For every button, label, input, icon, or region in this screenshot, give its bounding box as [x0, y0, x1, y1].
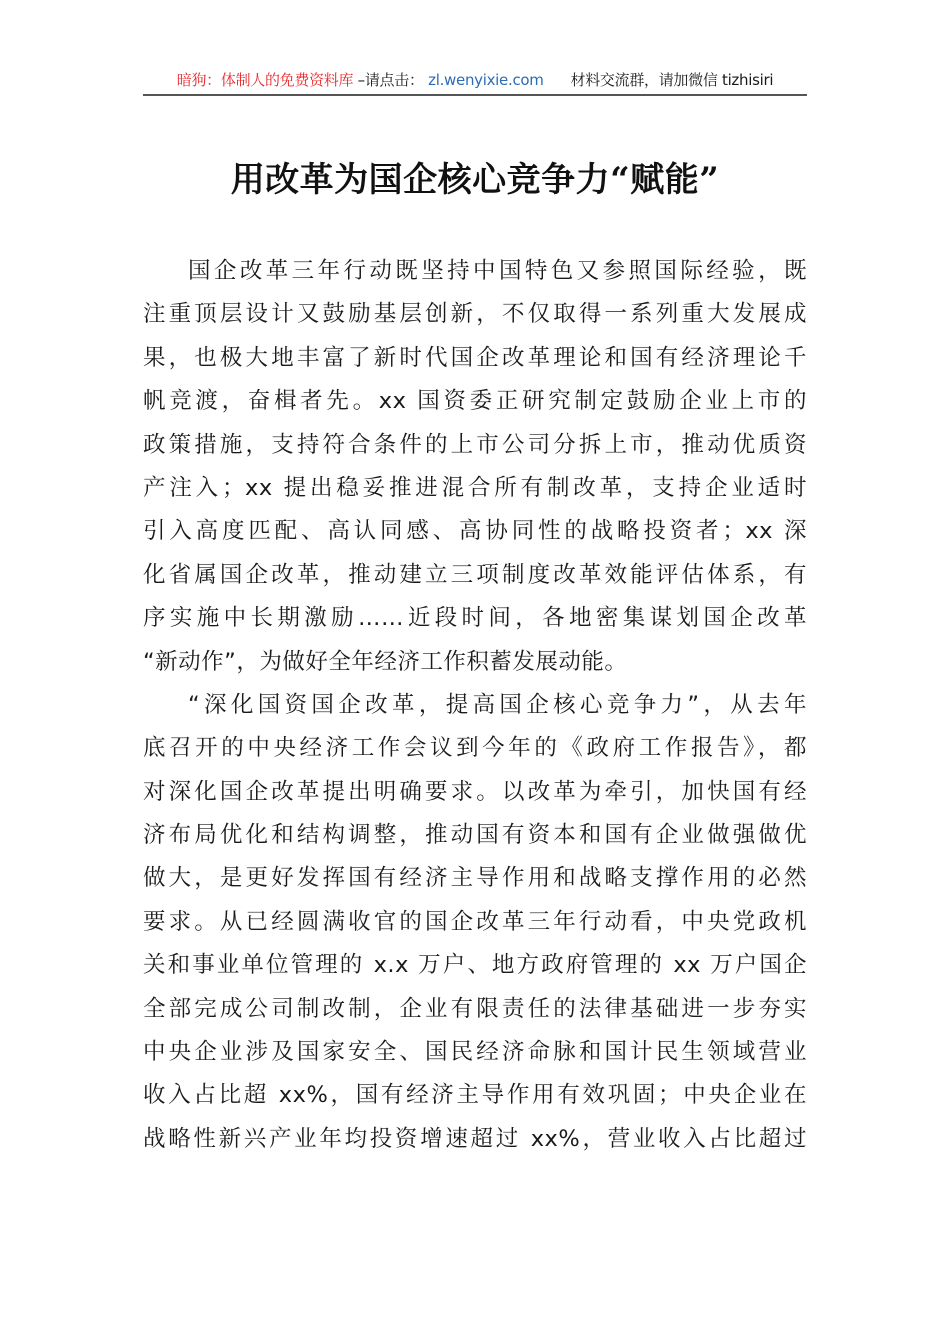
text-line: 引入高度匹配、高认同感、高协同性的战略投资者；xx 深 [143, 518, 807, 545]
text-line: 收入占比超 xx%，国有经济主导作用有效巩固；中央企业在 [143, 1082, 807, 1109]
text-line: 帆竞渡，奋楫者先。xx 国资委正研究制定鼓励企业上市的 [143, 388, 807, 415]
document-body [143, 250, 807, 1161]
text-line: 注重顶层设计又鼓励基层创新，不仅取得一系列重大发展成 [143, 301, 807, 328]
text-line: 济布局优化和结构调整，推动国有资本和国有企业做强做优 [143, 822, 807, 849]
paragraph-1 [143, 250, 807, 684]
text-line: 底召开的中央经济工作会议到今年的《政府工作报告》，都 [143, 735, 807, 762]
site-url-link[interactable]: zl.wenyixie.com [428, 71, 544, 89]
text-line: 关和事业单位管理的 x.x 万户、地方政府管理的 xx 万户国企 [143, 952, 807, 979]
text-line: 政策措施，支持符合条件的上市公司分拆上市，推动优质资 [143, 431, 807, 458]
text-line: “深化国资国企改革，提高国企核心竞争力”，从去年 [188, 691, 807, 718]
paragraph-2 [143, 684, 807, 1161]
text-line: 战略性新兴产业年均投资增速超过 xx%，营业收入占比超过 [143, 1125, 807, 1152]
site-name: 暗狗：体制人的免费资料库 [176, 71, 354, 89]
text-line: 做大，是更好发挥国有经济主导作用和战略支撑作用的必然 [143, 865, 807, 892]
document-title: 用改革为国企核心竞争力“赋能” [230, 160, 720, 200]
text-line: 中央企业涉及国家安全、国民经济命脉和国计民生领域营业 [143, 1039, 807, 1066]
click-prompt: –请点击： [357, 71, 424, 89]
text-line: 对深化国企改革提出明确要求。以改革为牵引，加快国有经 [143, 778, 807, 805]
text-line: 序实施中长期激励……近段时间，各地密集谋划国企改革 [143, 605, 807, 632]
group-contact-text: 材料交流群，请加微信 tizhisiri [570, 71, 774, 89]
text-line: 要求。从已经圆满收官的国企改革三年行动看，中央党政机 [143, 908, 807, 935]
text-line: 全部完成公司制改制，企业有限责任的法律基础进一步夯实 [143, 995, 807, 1022]
page-header [143, 68, 807, 96]
text-line: 果，也极大地丰富了新时代国企改革理论和国有经济理论千 [143, 344, 807, 371]
text-line: 产注入；xx 提出稳妥推进混合所有制改革，支持企业适时 [143, 474, 807, 501]
text-line: 化省属国企改革，推动建立三项制度改革效能评估体系，有 [143, 561, 807, 588]
text-line: 国企改革三年行动既坚持中国特色又参照国际经验，既 [188, 258, 807, 284]
text-line: “新动作”，为做好全年经济工作积蓄发展动能。 [143, 648, 628, 675]
